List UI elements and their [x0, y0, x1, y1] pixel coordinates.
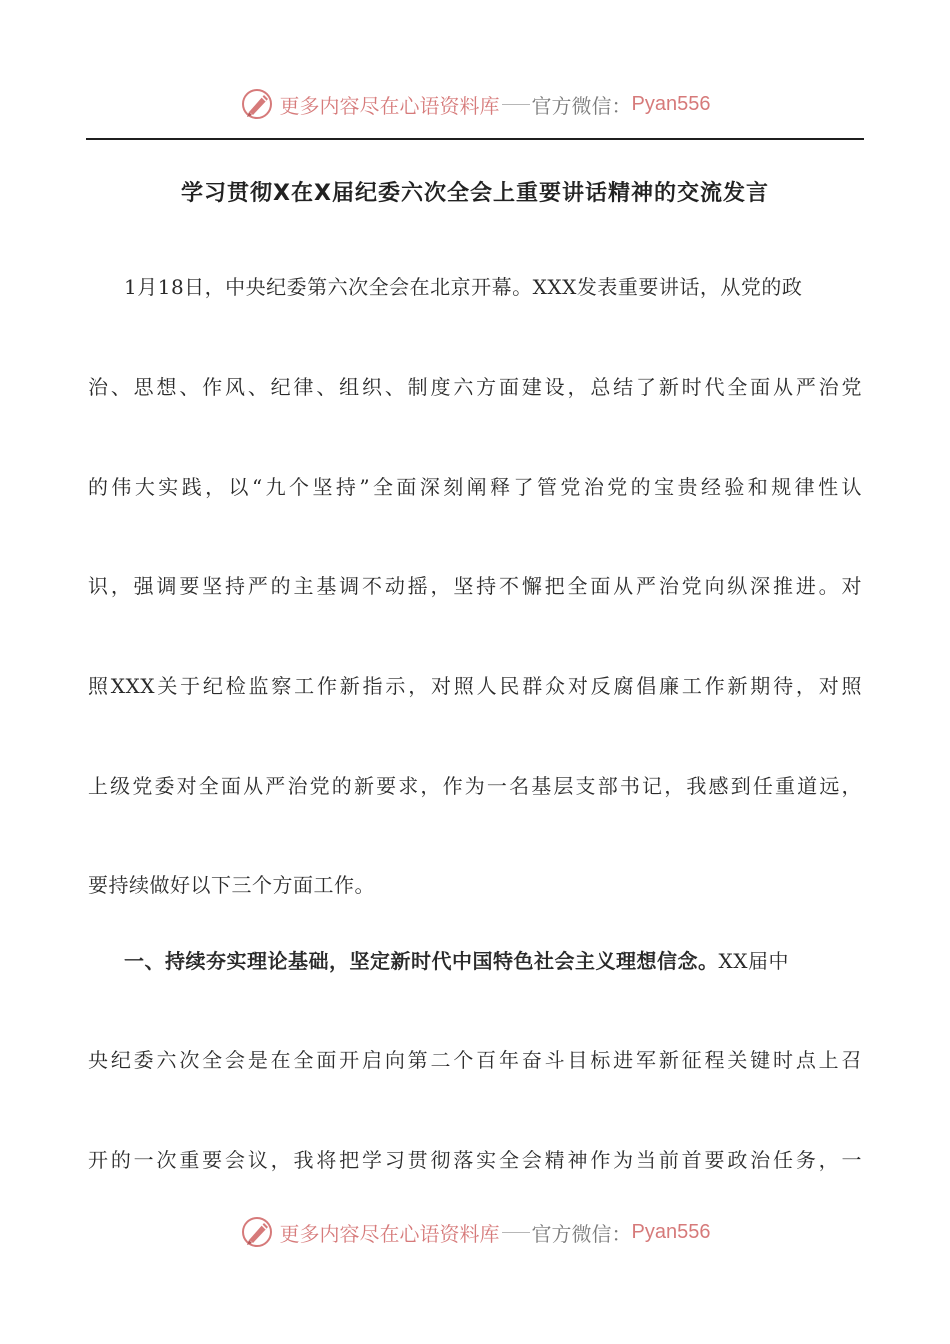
pen-logo-icon	[240, 86, 276, 122]
banner-dash	[502, 104, 530, 105]
paragraph-line: 1月18日，中央纪委第六次全会在北京开幕。XXX发表重要讲话，从党的政	[124, 275, 803, 299]
paragraph-line: 识，强调要坚持严的主基调不动摇，坚持不懈把全面从严治党向纵深推进。对	[88, 574, 862, 598]
banner-title: 更多内容尽在心语资料库	[279, 93, 500, 118]
banner-wechat-label: 官方微信：	[531, 93, 632, 118]
footer-banner	[0, 1212, 950, 1252]
header-banner	[0, 84, 950, 124]
paragraph-line: 治、思想、作风、纪律、组织、制度六方面建设，总结了新时代全面从严治党	[88, 375, 862, 399]
banner-wechat-label: 官方微信：	[531, 1221, 632, 1246]
paragraph-line: 央纪委六次全会是在全面开启向第二个百年奋斗目标进军新征程关键时点上召	[88, 1048, 862, 1072]
banner-wechat-id: Pyan556	[631, 1220, 711, 1243]
paragraph-line: 开的一次重要会议，我将把学习贯彻落实全会精神作为当前首要政治任务，一	[88, 1148, 862, 1172]
paragraph-line: 照XXX关于纪检监察工作新指示，对照人民群众对反腐倡廉工作新期待，对照	[88, 674, 862, 698]
document-title: 学习贯彻X在X届纪委六次全会上重要讲话精神的交流发言	[181, 181, 769, 206]
section-heading-tail: XX届中	[718, 949, 789, 973]
paragraph-line: 的伟大实践，以“九个坚持”全面深刻阐释了管党治党的宝贵经验和规律性认	[88, 475, 862, 499]
header-rule	[86, 138, 864, 140]
paragraph-line: 上级党委对全面从严治党的新要求，作为一名基层支部书记，我感到任重道远，	[88, 774, 862, 798]
banner-title: 更多内容尽在心语资料库	[279, 1221, 500, 1246]
paragraph-line: 要持续做好以下三个方面工作。	[88, 873, 375, 897]
section-heading-line	[124, 946, 862, 976]
pen-logo-icon	[240, 1214, 276, 1250]
banner-wechat-id: Pyan556	[631, 92, 711, 115]
section-heading: 一、持续夯实理论基础，坚定新时代中国特色社会主义理想信念。	[124, 949, 719, 973]
banner-dash	[502, 1232, 530, 1233]
